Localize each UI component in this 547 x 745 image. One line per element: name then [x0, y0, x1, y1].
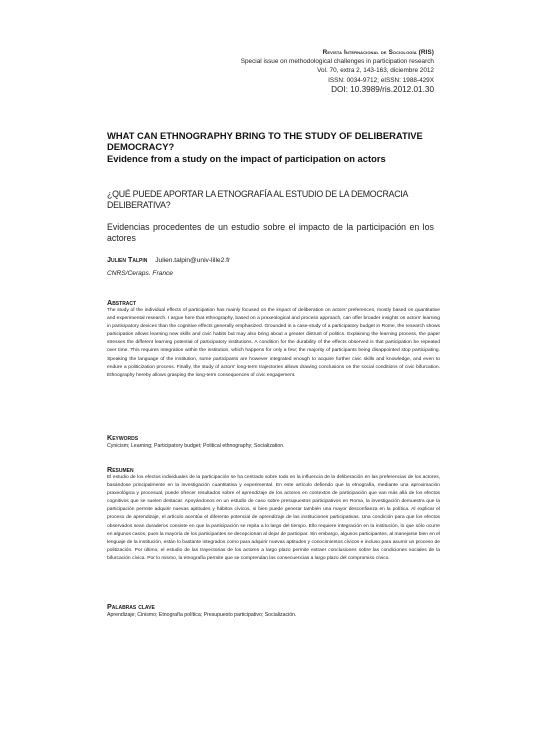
keywords-text: Cynicism; Learning; Participatory budget; Political ethnography; Socialization. [107, 443, 285, 449]
special-issue-line: Special issue on methodological challenges in participation research [240, 58, 434, 66]
english-title: WHAT CAN ETHNOGRAPHY BRING TO THE STUDY OF DELIBERATIVE DEMOCRACY? [107, 130, 423, 153]
english-title-block [107, 130, 437, 164]
palabras-clave-section [107, 602, 440, 619]
palabras-clave-heading: Palabras clave [107, 602, 155, 611]
resumen-text: El estudio de los efectos individuales de la participación se ha centrado sobre todo en la influencia de la deliberación en las preferencias de los actores, basándose principalmente en la investigación cuantitativa y experimental. En este artículo defiendo que la etnografía, mediante una aproximación praxeológica y procesual, puede ofrecer resultados sobre el aprendizaje de los actores en contextos de participación que van más allá de los efectos cognitivos que se suelen destacar. Apoyándonos en un estudio de caso sobre presupuestos participativos en Roma, la investigación demuestra que la participación permite adquirir nuevas aptitudes y hábitos cívicos, si bien puede generar también una mayor desconfianza en la política. Al explicar el proceso de aprendizaje, el artículo acentúa el diferente potencial de aprendizaje de las instituciones participativas. Una condición para que los efectos observados sean duraderos consiste en que la participación se repita a lo largo del tiempo. Ello requiere integración en la institución, lo que sólo ocurre en algunos casos, pues la mayoría de los participantes se decepcionan al dejar de participar. Sin embargo, algunos participantes, al manejarse bien en el lenguaje de la institución, están lo bastante integrados como para adquirir nuevas aptitudes y conocimientos cívicos e incluso para asumir un proceso de politización. Por último, el estudio de las trayectorias de los actores a largo plazo permite extraer conclusiones sobre las condiciones sociales de la bifurcación cívica. Por lo mismo, la etnografía permite que se comprendan las consecuencias a largo plazo del compromiso cívico. [107, 475, 440, 561]
resumen-section [107, 465, 440, 563]
author-name: Julien Talpin [107, 255, 148, 264]
author-line [107, 255, 230, 265]
author-affiliation: CNRS/Ceraps. France [107, 270, 173, 277]
palabras-clave-text: Aprendizaje; Cinismo; Etnografía política; Presupuesto participativo; Socialización. [107, 612, 297, 618]
volume-line: Vol. 70, extra 2, 143-163, diciembre 2012 [317, 67, 434, 75]
journal-name: Revista Internacional de Sociología (RIS) [322, 49, 434, 56]
english-subtitle: Evidence from a study on the impact of participation on actors [107, 152, 386, 164]
journal-header [114, 48, 434, 95]
issn-line: ISSN: 0034-9712; eISSN: 1988-429X [328, 76, 434, 84]
author-email[interactable]: Julien.talpin@univ-lille2.fr [155, 257, 231, 264]
spanish-title: ¿QUÉ PUEDE APORTAR LA ETNOGRAFÍA AL ESTUDIO DE LA DEMOCRACIA DELIBERATIVA? [107, 189, 408, 210]
keywords-heading: Keywords [107, 433, 139, 442]
abstract-heading: Abstract [107, 298, 137, 307]
resumen-heading: Resumen [107, 465, 134, 474]
abstract-section [107, 298, 440, 380]
keywords-section [107, 433, 440, 450]
spanish-subtitle: Evidencias procedentes de un estudio sobre el impacto de la participación en los actores [107, 222, 434, 243]
doi-line: DOI: 10.3989/ris.2012.01.30 [331, 84, 434, 94]
abstract-text: The study of the individual effects of participation has mainly focused on the impact of deliberation on actors' preferences, mostly based on quantitative and experimental research. I argue here that ethnography, based on a praxeological and process approach, can offer broader insights on actors' learning in participatory devices than the cognitive effects generally emphasized. Grounded in a case-study of a participatory budget in Rome, the research shows participation allows learning new skills and civic habits but may also bring about a greater distrust of politics. Explaining the learning process, the paper stresses the different learning potential of participatory institutions. A condition for the durability of the effects observed is that participation be repeated over time. This requires integration within the institution, which happens for only a few; the majority of participants being disappointed stop participating. Speaking the language of the institution, some participants are however integrated enough to acquire further civic skills and knowledge, and even to endure a politicization process. Finally, the study of actors' long-term trajectories allows drawing conclusions on the social conditions of civic bifurcation. Ethnography hereby allows grasping the long-term consequences of civic engagement. [107, 308, 440, 378]
